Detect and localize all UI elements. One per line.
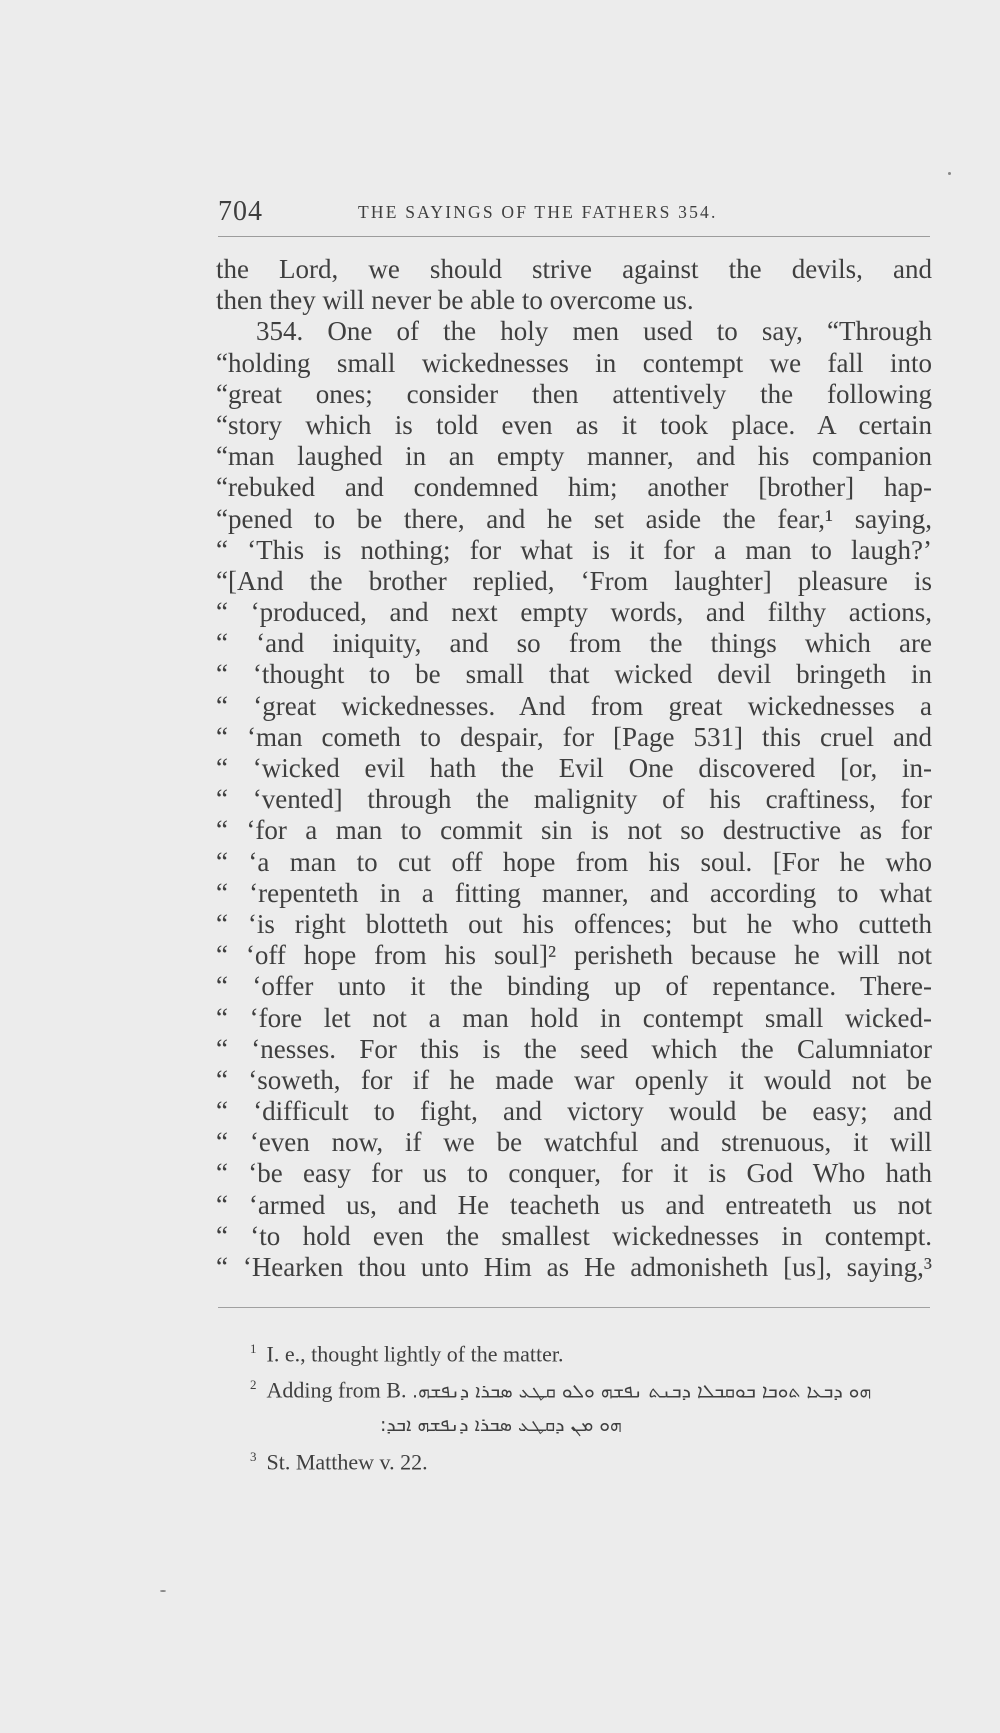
body-line: “ ‘man cometh to despair, for [Page 531] this cruel and	[216, 721, 932, 752]
footnote-marker: 2	[250, 1377, 257, 1393]
body-line: “[And the brother replied, ‘From laughter] pleasure is	[216, 565, 932, 596]
syriac-text: ܗܘ ܕܒܥܐ ܬܘܒܐ ܒܘܩܒܠܐ ܕܒܢܬ ܢܦܫܗ ܘܠܘ ܩܛܥ ܣܒܪܐ ܕܢܦܫܗ.	[411, 1380, 872, 1403]
body-line: “man laughed in an empty manner, and his companion	[216, 441, 932, 472]
footnote-marker: 3	[250, 1448, 257, 1464]
header-rule	[218, 236, 930, 237]
footnote-rule	[218, 1307, 930, 1308]
body-line: “ ‘This is nothing; for what is it for a man to laugh?’	[216, 534, 932, 565]
body-line: “rebuked and condemned him; another [brother] hap-	[216, 472, 932, 503]
body-line: “ ‘thought to be small that wicked devil bringeth in	[216, 659, 932, 690]
body-line: “ ‘vented] through the malignity of his craftiness, for	[216, 784, 932, 815]
body-line: “ ‘great wickednesses. And from great wickednesses a	[216, 690, 932, 721]
body-line: “ ‘for a man to commit sin is not so destructive as for	[216, 815, 932, 846]
body-line: “ ‘is right blotteth out his offences; but he who cutteth	[216, 908, 932, 939]
footnote-marker: 1	[250, 1341, 257, 1356]
body-line: “great ones; consider then attentively the following	[216, 378, 932, 409]
footnotes	[250, 1333, 940, 1477]
body-line: “ ‘armed us, and He teacheth us and entreateth us not	[216, 1189, 932, 1220]
body-line: “ ‘be easy for us to conquer, for it is God Who hath	[216, 1158, 932, 1189]
footnote-2	[250, 1369, 940, 1407]
body-line: “ ‘and iniquity, and so from the things which are	[216, 628, 932, 659]
body-line: “ ‘a man to cut off hope from his soul. [For he who	[216, 846, 932, 877]
body-line: “ ‘to hold even the smallest wickednesses in contempt.	[216, 1220, 932, 1251]
footnote-text: St. Matthew v. 22.	[266, 1448, 428, 1474]
body-line: “story which is told even as it took place. A certain	[216, 409, 932, 440]
footnote-text: Adding from B.	[266, 1377, 407, 1403]
body-line: “ ‘off hope from his soul]² perisheth because he will not	[216, 940, 932, 971]
body-line: “ ‘fore let not a man hold in contempt small wicked-	[216, 1002, 932, 1033]
body-line: “ ‘nesses. For this is the seed which the Calumniator	[216, 1033, 932, 1064]
body-line: “ ‘difficult to fight, and victory would be easy; and	[216, 1096, 932, 1127]
body-line: 354. One of the holy men used to say, “Through	[256, 316, 932, 347]
page-number: 704	[218, 196, 263, 227]
body-line: then they will never be able to overcome us.	[216, 285, 694, 316]
body-line: “ ‘soweth, for if he made war openly it would not be	[216, 1064, 932, 1095]
body-line: “ ‘offer unto it the binding up of repentance. There-	[216, 971, 932, 1002]
body-line: “ ‘repenteth in a fitting manner, and according to what	[216, 877, 932, 908]
body-line: “pened to be there, and he set aside the fear,¹ saying,	[216, 503, 932, 534]
body-text	[216, 254, 932, 1283]
paper-speck	[160, 1590, 166, 1592]
body-line: “ ‘even now, if we be watchful and strenuous, it will	[216, 1127, 932, 1158]
footnote-3	[250, 1441, 940, 1477]
body-line: “ ‘produced, and next empty words, and filthy actions,	[216, 597, 932, 628]
page-header	[218, 196, 930, 230]
footnote-2-continuation	[250, 1408, 940, 1441]
body-line: “holding small wickednesses in contempt we fall into	[216, 347, 932, 378]
body-line: “ ‘Hearken thou unto Him as He admonisheth [us], saying,³	[216, 1252, 932, 1282]
footnote-1	[250, 1333, 940, 1369]
body-line: “ ‘wicked evil hath the Evil One discovered [or, in-	[216, 753, 932, 783]
syriac-text: ܗܘ ܡܢ ܕܩܛܥ ܣܒܪܐ ܕܢܦܫܗ ܐܒܕ:	[380, 1413, 622, 1436]
running-head: THE SAYINGS OF THE FATHERS 354.	[358, 202, 718, 222]
footnote-text: I. e., thought lightly of the matter.	[266, 1341, 564, 1367]
paper-speck	[948, 172, 951, 175]
body-line: the Lord, we should strive against the devils, and	[216, 254, 932, 284]
